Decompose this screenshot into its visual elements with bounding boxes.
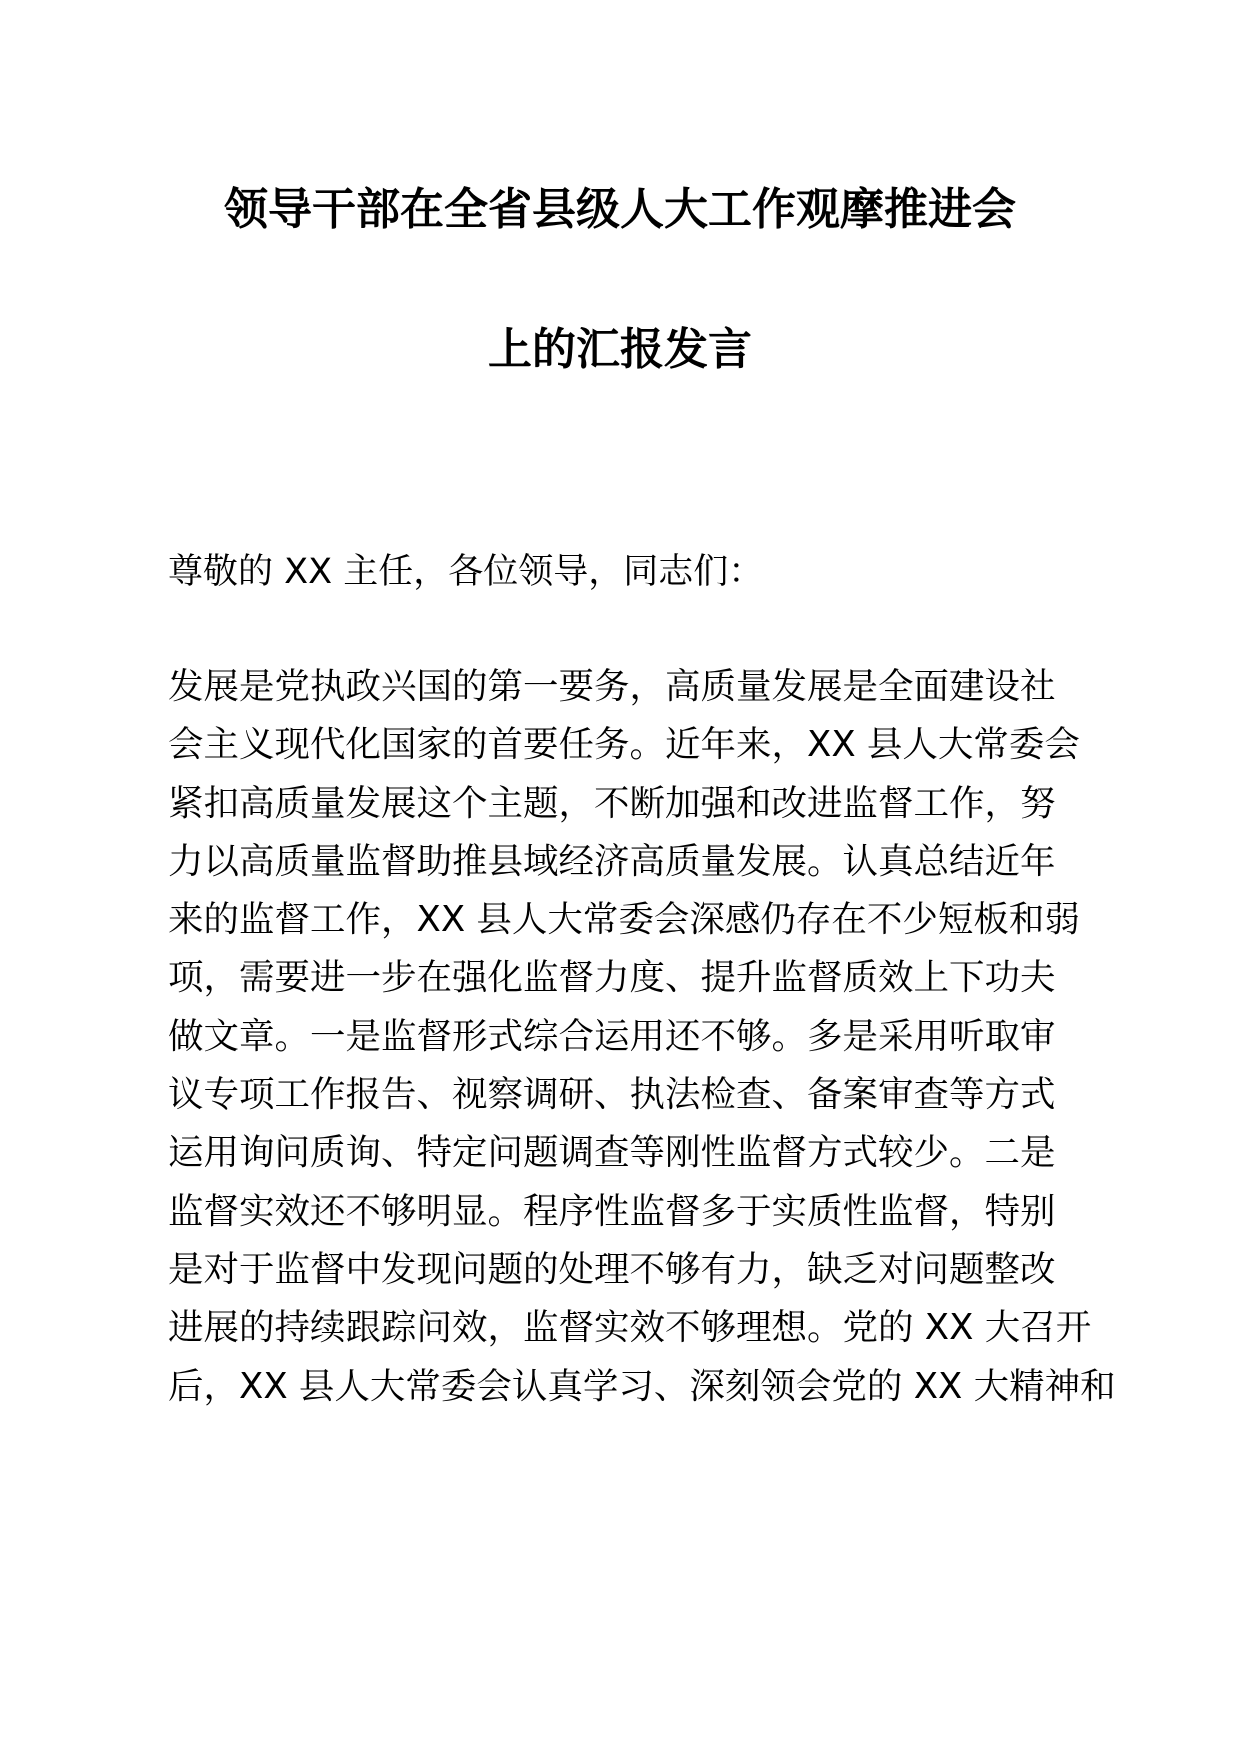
body-line: 来的监督工作，XX 县人大常委会深感仍存在不少短板和弱 — [168, 899, 1080, 941]
body-line: 发展是党执政兴国的第一要务，高质量发展是全面建设社 — [168, 666, 1056, 707]
body-line: 后，XX 县人大常委会认真学习、深刻领会党的 XX 大精神和 — [168, 1365, 1116, 1407]
body-line: 做文章。一是监督形式综合运用还不够。多是采用听取审 — [168, 1015, 1056, 1057]
body-line: 项，需要进一步在强化监督力度、提升监督质效上下功夫 — [168, 957, 1056, 999]
salutation: 尊敬的 XX 主任，各位领导，同志们： — [168, 552, 764, 592]
document-title-line-2: 上的汇报发言 — [488, 324, 752, 375]
body-line: 运用询问质询、特定问题调查等刚性监督方式较少。二是 — [168, 1132, 1056, 1174]
body-line: 紧扣高质量发展这个主题，不断加强和改进监督工作，努 — [168, 782, 1056, 824]
body-line: 是对于监督中发现问题的处理不够有力，缺乏对问题整改 — [168, 1248, 1056, 1290]
body-line: 会主义现代化国家的首要任务。近年来，XX 县人大常委会 — [168, 724, 1080, 766]
body-line: 力以高质量监督助推县域经济高质量发展。认真总结近年 — [168, 840, 1056, 882]
body-line: 进展的持续跟踪问效，监督实效不够理想。党的 XX 大召开 — [168, 1307, 1092, 1349]
body-line: 监督实效还不够明显。程序性监督多于实质性监督，特别 — [168, 1190, 1056, 1232]
document-title-line-1: 领导干部在全省县级人大工作观摩推进会 — [224, 184, 1016, 235]
body-paragraph — [168, 661, 1116, 1419]
body-line: 议专项工作报告、视察调研、执法检查、备案审查等方式 — [168, 1074, 1056, 1116]
